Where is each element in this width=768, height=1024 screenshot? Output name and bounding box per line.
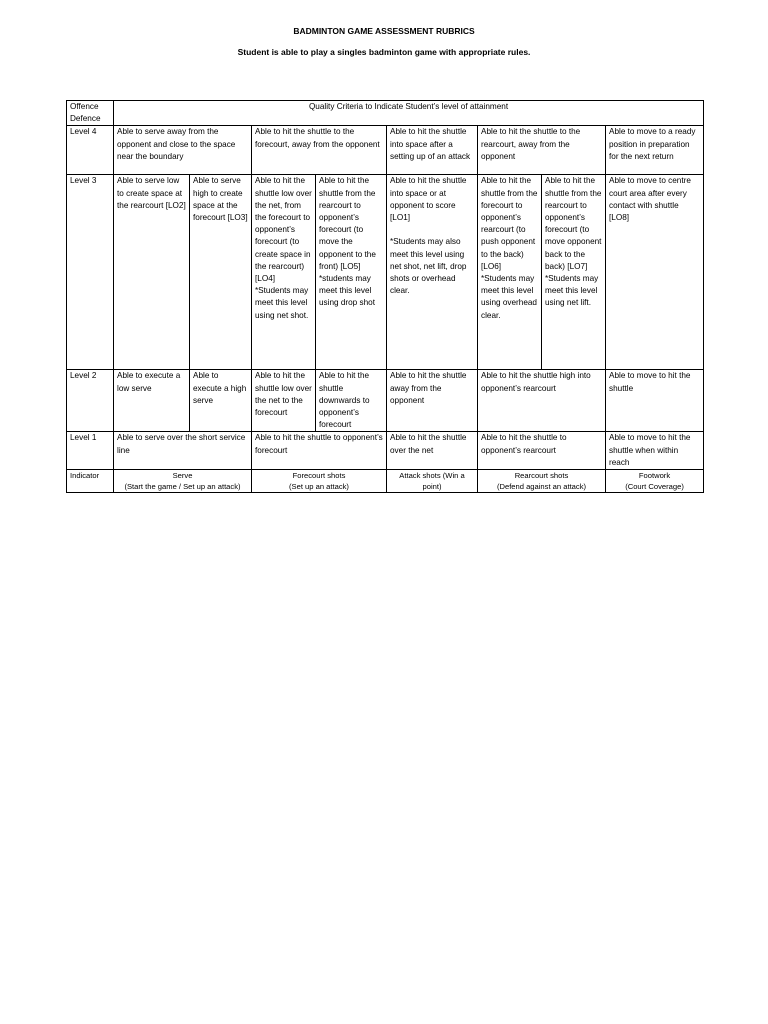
rearcourt-a-text: Able to hit the shuttle from the forecourt to opponent’s rearcourt (to push opponent to the back) [LO6] *Students may meet this level using overhead clear. <box>481 176 538 320</box>
footwork-text: Able to move to hit the shuttle when within reach <box>609 433 691 467</box>
footwork-text: Able to move to centre court area after every contact with shuttle [LO8] <box>609 176 691 223</box>
level-label-cell <box>67 432 114 470</box>
quality-criteria-header <box>114 101 704 126</box>
indicator-attack-text: Attack shots (Win a point) <box>399 471 465 492</box>
table-row-level-2 <box>67 370 704 432</box>
footwork-cell <box>606 175 704 370</box>
indicator-serve-text: Serve (Start the game / Set up an attack) <box>124 471 241 492</box>
attack-cell <box>387 126 478 175</box>
rearcourt-a-cell <box>478 175 542 370</box>
attack-cell <box>387 370 478 432</box>
footwork-cell <box>606 370 704 432</box>
footwork-cell <box>606 126 704 175</box>
serve-text: Able to serve away from the opponent and close to the space near the boundary <box>117 127 236 161</box>
level-label-cell <box>67 126 114 175</box>
level-label-cell <box>67 175 114 370</box>
indicator-rearcourt-text: Rearcourt shots (Defend against an attack) <box>496 471 587 492</box>
header-row <box>67 101 704 126</box>
indicator-attack-cell <box>387 470 478 493</box>
forecourt-a-text: Able to hit the shuttle low over the net, from the forecourt to opponent’s forecourt (to create space in the rearcourt) [LO4] *Students may meet this level using net shot. <box>255 176 312 320</box>
corner-label: Offence Defence <box>70 102 101 124</box>
rearcourt-cell <box>478 370 606 432</box>
attack-cell <box>387 432 478 470</box>
forecourt-text: Able to hit the shuttle to the forecourt, away from the opponent <box>255 127 380 149</box>
indicator-rearcourt-cell <box>478 470 606 493</box>
level-label: Level 3 <box>70 176 97 186</box>
indicator-serve-cell <box>114 470 252 493</box>
footwork-cell <box>606 432 704 470</box>
serve-text: Able to serve over the short service line <box>117 433 246 455</box>
indicator-label: Indicator <box>70 471 100 481</box>
level-label-cell <box>67 370 114 432</box>
forecourt-b-cell <box>316 370 387 432</box>
rearcourt-text: Able to hit the shuttle to opponent’s rearcourt <box>481 433 567 455</box>
rearcourt-b-cell <box>542 175 606 370</box>
serve-high-text: Able to serve high to create space at the forecourt [LO3] <box>193 176 248 223</box>
serve-low-cell <box>114 175 190 370</box>
rearcourt-text: Able to hit the shuttle to the rearcourt, away from the opponent <box>481 127 581 161</box>
forecourt-b-cell <box>316 175 387 370</box>
forecourt-cell <box>252 126 387 175</box>
attack-text: Able to hit the shuttle into space or at opponent to score [LO1] *Students may also meet this level using net shot, net lift, drop shots or overhead clear. <box>390 176 467 296</box>
serve-high-text: Able to execute a high serve <box>193 371 247 405</box>
attack-cell <box>387 175 478 370</box>
table-row-level-1 <box>67 432 704 470</box>
serve-low-text: Able to execute a low serve <box>117 371 181 393</box>
indicator-forecourt-cell <box>252 470 387 493</box>
serve-cell <box>114 432 252 470</box>
forecourt-a-cell <box>252 175 316 370</box>
attack-text: Able to hit the shuttle into space after a setting up of an attack <box>390 127 471 161</box>
quality-criteria-label: Quality Criteria to Indicate Student’s level of attainment <box>308 102 509 111</box>
rearcourt-cell <box>478 126 606 175</box>
forecourt-b-text: Able to hit the shuttle from the rearcourt to opponent’s forecourt (to move the opponent to the front) [LO5] *students may meet this level using drop shot <box>319 176 376 308</box>
indicator-footwork-cell <box>606 470 704 493</box>
forecourt-cell <box>252 432 387 470</box>
document-title: BADMINTON GAME ASSESSMENT RUBRICS <box>293 26 475 36</box>
level-label: Level 2 <box>70 371 97 381</box>
indicator-forecourt-text: Forecourt shots (Set up an attack) <box>289 471 349 492</box>
level-label: Level 1 <box>70 433 97 443</box>
footwork-text: Able to move to hit the shuttle <box>609 371 691 393</box>
rearcourt-b-text: Able to hit the shuttle from the rearcourt to opponent’s forecourt (to move opponent back to the back) [LO7] *Students may meet this level using net lift. <box>545 176 602 308</box>
table-row-level-3 <box>67 175 704 370</box>
forecourt-b-text: Able to hit the shuttle downwards to opponent’s forecourt <box>319 371 370 430</box>
forecourt-text: Able to hit the shuttle to opponent’s forecourt <box>255 433 383 455</box>
serve-cell <box>114 126 252 175</box>
corner-cell <box>67 101 114 126</box>
footwork-text: Able to move to a ready position in preparation for the next return <box>609 127 696 161</box>
forecourt-a-text: Able to hit the shuttle low over the net to the forecourt <box>255 371 312 418</box>
rubric-table <box>66 100 704 493</box>
forecourt-a-cell <box>252 370 316 432</box>
table-row-indicator <box>67 470 704 493</box>
attack-text: Able to hit the shuttle over the net <box>390 433 467 455</box>
serve-low-text: Able to serve low to create space at the rearcourt [LO2] <box>117 176 186 210</box>
document-subtitle: Student is able to play a singles badminton game with appropriate rules. <box>237 47 531 57</box>
level-label: Level 4 <box>70 127 97 137</box>
serve-low-cell <box>114 370 190 432</box>
serve-high-cell <box>190 175 252 370</box>
table-row-level-4 <box>67 126 704 175</box>
indicator-label-cell <box>67 470 114 493</box>
rearcourt-text: Able to hit the shuttle high into opponent’s rearcourt <box>481 371 591 393</box>
indicator-footwork-text: Footwork (Court Coverage) <box>625 471 684 492</box>
serve-high-cell <box>190 370 252 432</box>
attack-text: Able to hit the shuttle away from the opponent <box>390 371 467 405</box>
rearcourt-cell <box>478 432 606 470</box>
